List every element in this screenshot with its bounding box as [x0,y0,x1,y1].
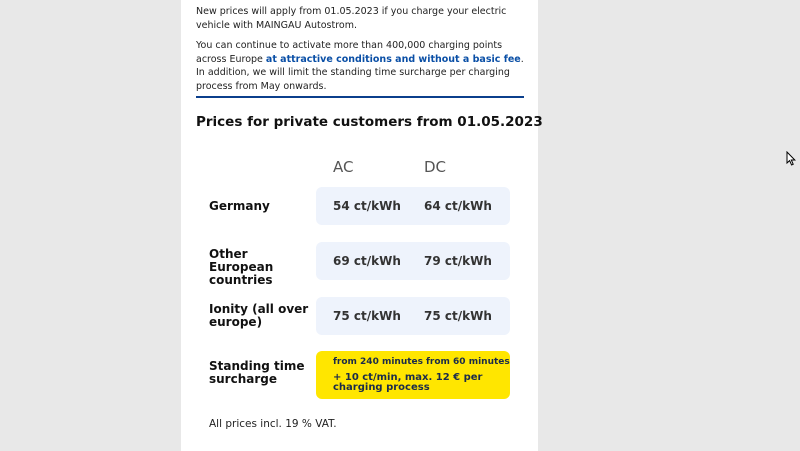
price-row-germany [316,187,510,225]
price-ac: 54 ct/kWh [333,199,401,213]
surcharge-detail: + 10 ct/min, max. 12 € per charging process [333,372,483,393]
price-dc: 64 ct/kWh [424,199,492,213]
price-ac: 75 ct/kWh [333,309,401,323]
mouse-pointer-icon [786,151,796,166]
activation-text-end: . In addition, we will limit the standing time surcharge per charging process from May onwards. [196,53,524,92]
price-dc: 75 ct/kWh [424,309,492,323]
surcharge-ac-threshold: from 240 minutes [333,357,424,367]
activation-text: You can continue to activate more than 400,000 charging points across Europe [196,40,503,65]
price-row-other-european-countries [316,242,510,280]
price-dc: 79 ct/kWh [424,254,492,268]
activation-paragraph [196,39,526,93]
row-label-ionity: Ionity (all over europe) [209,302,309,329]
price-row-ionity [316,297,510,335]
column-header-dc: DC [424,158,447,176]
row-label-other-european-countries: Other European countries [209,247,274,287]
section-divider [196,96,524,98]
vat-note: All prices incl. 19 % VAT. [209,418,337,430]
surcharge-box [316,351,510,399]
surcharge-dc-threshold: from 60 minutes [426,357,510,367]
row-label-standing-time-surcharge: Standing time surcharge [209,359,305,386]
column-header-ac: AC [333,158,354,176]
attractive-conditions-link[interactable]: at attractive conditions and without a basic fee [265,53,521,65]
section-title: Prices for private customers from 01.05.2023 [196,114,543,130]
intro-paragraph: New prices will apply from 01.05.2023 if you charge your electric vehicle with MAINGAU Autostrom. [196,6,507,31]
price-ac: 69 ct/kWh [333,254,401,268]
row-label-germany: Germany [209,199,270,213]
